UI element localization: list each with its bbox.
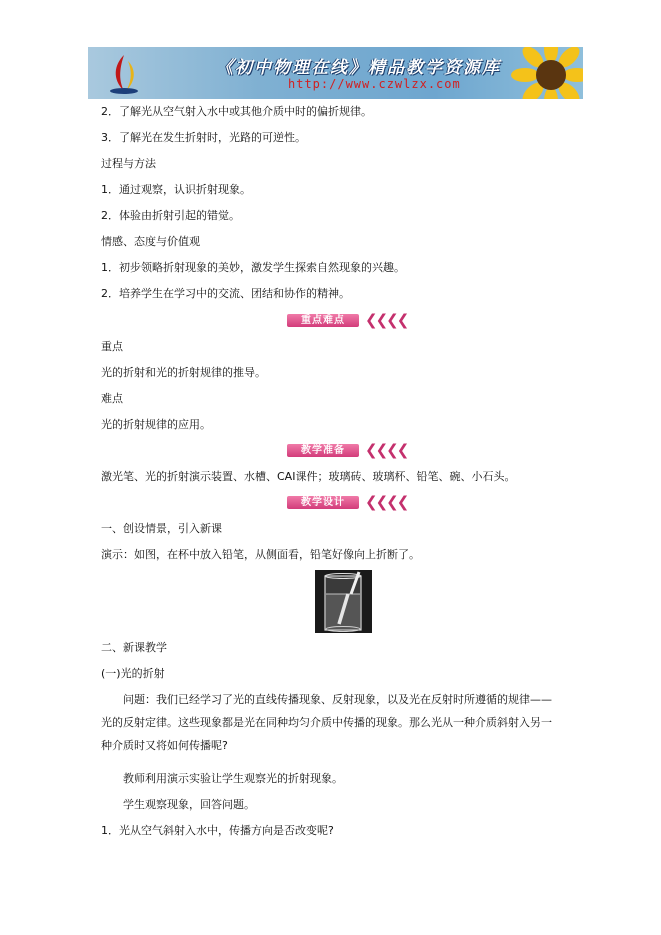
objective-line: 2．体验由折射引起的错觉。 — [101, 209, 240, 222]
banner-url[interactable]: http://www.czwlzx.com — [288, 77, 461, 91]
part1-title: 一、创设情景，引入新课 — [101, 522, 222, 535]
key-text: 光的折射和光的折射规律的推导。 — [101, 366, 266, 379]
objective-line: 2．培养学生在学习中的交流、团结和协作的精神。 — [101, 287, 350, 300]
sunflower-icon — [511, 47, 583, 99]
chevron-left-icon: ❮❮❮❮ — [365, 311, 408, 329]
difficulty-label: 难点 — [101, 392, 123, 405]
chevron-left-icon: ❮❮❮❮ — [365, 441, 408, 459]
objective-line: 1．通过观察，认识折射现象。 — [101, 183, 251, 196]
student-line: 学生观察现象，回答问题。 — [123, 798, 255, 811]
prep-text: 激光笔、光的折射演示装置、水槽、CAI课件；玻璃砖、玻璃杯、铅笔、碗、小石头。 — [101, 470, 516, 483]
section-header-key-points — [287, 313, 407, 327]
subheading: 过程与方法 — [101, 157, 156, 170]
question-1: 1．光从空气斜射入水中，传播方向是否改变呢? — [101, 824, 334, 837]
section-title: 教学准备 — [287, 444, 359, 457]
chevron-left-icon: ❮❮❮❮ — [365, 493, 408, 511]
difficulty-text: 光的折射规律的应用。 — [101, 418, 211, 431]
logo-icon — [102, 51, 146, 95]
question-paragraph: 问题：我们已经学习了光的直线传播现象、反射现象，以及光在反射时所遵循的规律——光的反射定律。这些现象都是光在同种均匀介质中传播的现象。那么光从一种介质斜射入另一种介质时又将如何传播呢? — [101, 693, 552, 752]
section-header-design — [287, 495, 407, 509]
section-header-preparation — [287, 443, 407, 457]
banner-title: 《初中物理在线》精品教学资源库 — [216, 58, 501, 78]
section-title: 重点难点 — [287, 314, 359, 327]
objective-line: 3．了解光在发生折射时，光路的可逆性。 — [101, 131, 306, 144]
subsection-title: (一)光的折射 — [101, 667, 165, 680]
pencil-in-glass-image — [315, 570, 372, 633]
header-banner — [88, 47, 583, 99]
section-title: 教学设计 — [287, 496, 359, 509]
objective-line: 1．初步领略折射现象的美妙，激发学生探索自然现象的兴趣。 — [101, 261, 405, 274]
subheading: 情感、态度与价值观 — [101, 235, 200, 248]
key-label: 重点 — [101, 340, 123, 353]
demo-text: 演示：如图，在杯中放入铅笔，从侧面看，铅笔好像向上折断了。 — [101, 548, 420, 561]
objective-line: 2．了解光从空气射入水中或其他介质中时的偏折规律。 — [101, 105, 372, 118]
part2-title: 二、新课教学 — [101, 641, 167, 654]
teacher-line: 教师利用演示实验让学生观察光的折射现象。 — [123, 772, 343, 785]
